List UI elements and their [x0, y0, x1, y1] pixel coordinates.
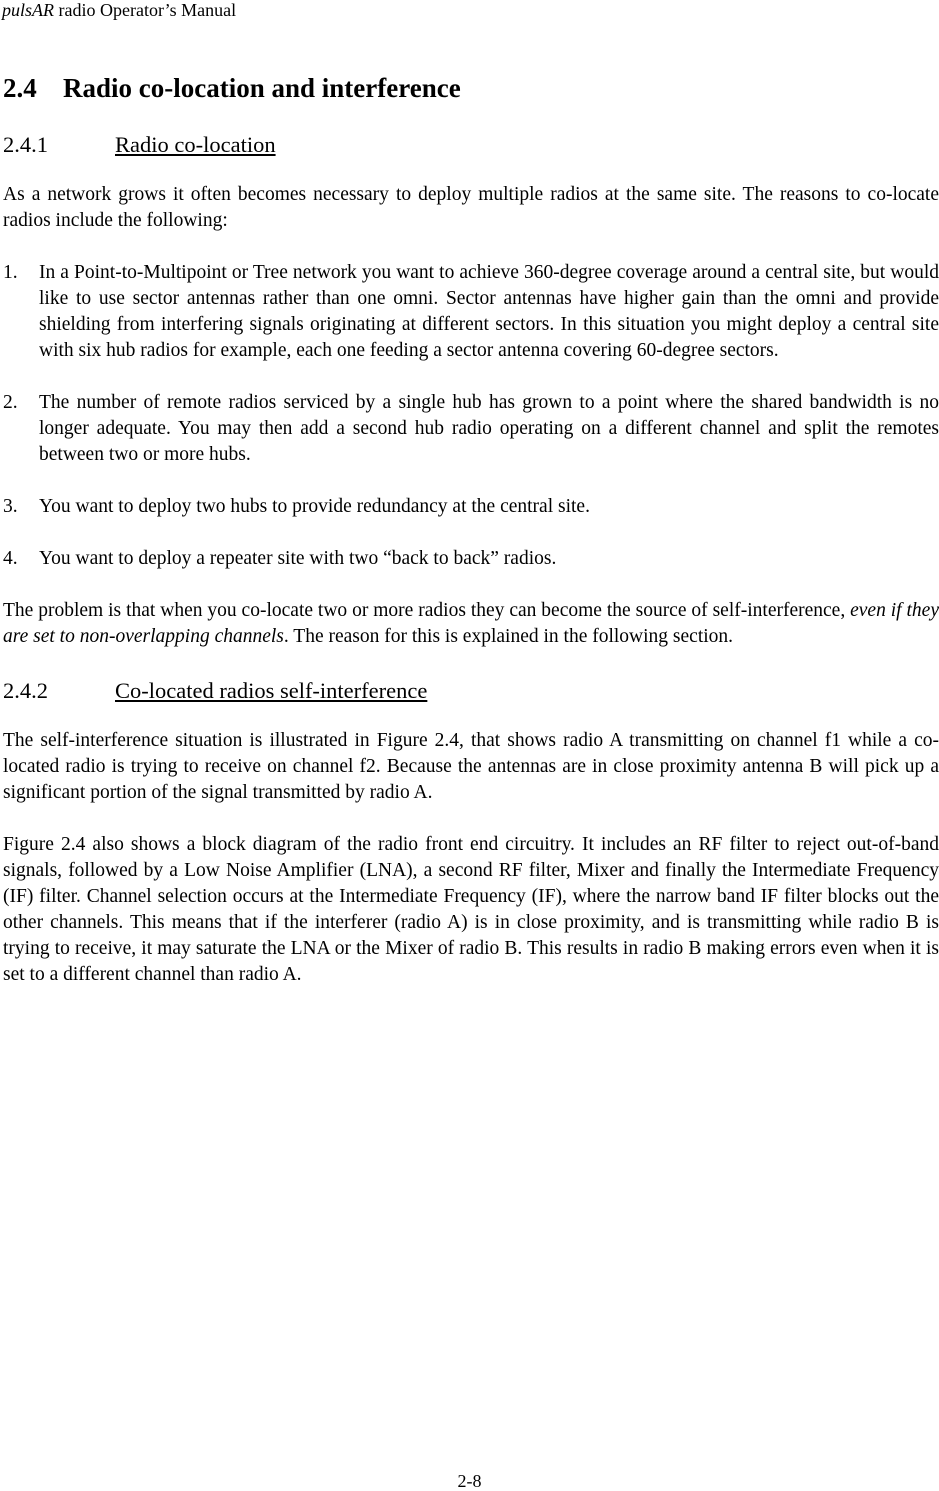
problem-paragraph — [3, 598, 939, 650]
subsection-title: Co-located radios self-interference — [115, 678, 428, 703]
subsection-title: Radio co-location — [115, 132, 276, 157]
list-item-text: You want to deploy a repeater site with two “back to back” radios. — [39, 548, 557, 569]
running-header — [2, 0, 236, 20]
problem-text-start: The problem is that when you co-locate two or more radios they can become the source of self-interference, — [3, 600, 851, 621]
list-item — [3, 390, 939, 468]
subsection-heading-co-location — [3, 130, 939, 160]
list-marker: 3. — [3, 496, 18, 517]
reasons-list — [3, 260, 939, 572]
page-content — [3, 68, 939, 1014]
problem-text-end: . The reason for this is explained in the following section. — [283, 626, 734, 647]
front-end-paragraph: Figure 2.4 also shows a block diagram of the radio front end circuitry. It includes an RF filter to reject out-of-band signals, followed by a Low Noise Amplifier (LNA), a second RF filter, Mixer and finally the Intermediate Frequency (IF) filter. Channel selection occurs at the Intermediate Frequency (IF), where the narrow band IF filter blocks out the other channels. This means that if the interferer (radio A) is in close proximity, and is transmitting while radio B is trying to receive, it may saturate the LNA or the Mixer of radio B. This results in radio B making errors even when it is set to a different channel than radio A. — [3, 834, 939, 985]
page-number: 2-8 — [457, 1471, 482, 1491]
section-number: 2.4 — [3, 73, 37, 103]
section-title: Radio co-location and interference — [63, 73, 461, 103]
list-item — [3, 494, 939, 520]
list-marker: 4. — [3, 548, 18, 569]
list-item — [3, 546, 939, 572]
list-marker: 2. — [3, 392, 18, 413]
header-title: radio Operator’s Manual — [54, 0, 237, 20]
problem-emphasis: even if they are set to non-overlapping channels — [3, 600, 939, 647]
subsection-heading-self-interference — [3, 676, 939, 706]
list-item — [3, 260, 939, 364]
self-interference-paragraph: The self-interference situation is illustrated in Figure 2.4, that shows radio A transmitting on channel f1 while a co-located radio is trying to receive on channel f2. Because the antennas are in close proximity antenna B will pick up a significant portion of the signal transmitted by radio A. — [3, 730, 939, 803]
list-item-text: The number of remote radios serviced by a single hub has grown to a point where the shared bandwidth is no longer adequate. You may then add a second hub radio operating on a different channel and split the remotes between two or more hubs. — [39, 392, 939, 465]
list-item-text: You want to deploy two hubs to provide redundancy at the central site. — [39, 496, 590, 517]
subsection-number: 2.4.2 — [3, 678, 48, 703]
list-marker: 1. — [3, 262, 18, 283]
section-heading — [3, 68, 939, 108]
subsection-number: 2.4.1 — [3, 132, 48, 157]
product-name: pulsAR — [2, 0, 54, 20]
list-item-text: In a Point-to-Multipoint or Tree network you want to achieve 360-degree coverage around a central site, but would like to use sector antennas rather than one omni. Sector antennas have higher gain than the omni and provide shielding from interfering signals originating at different sectors. In this situation you might deploy a central site with six hub radios for example, each one feeding a sector antenna covering 60-degree sectors. — [39, 262, 939, 361]
intro-paragraph: As a network grows it often becomes necessary to deploy multiple radios at the same site. The reasons to co-locate radios include the following: — [3, 184, 939, 231]
